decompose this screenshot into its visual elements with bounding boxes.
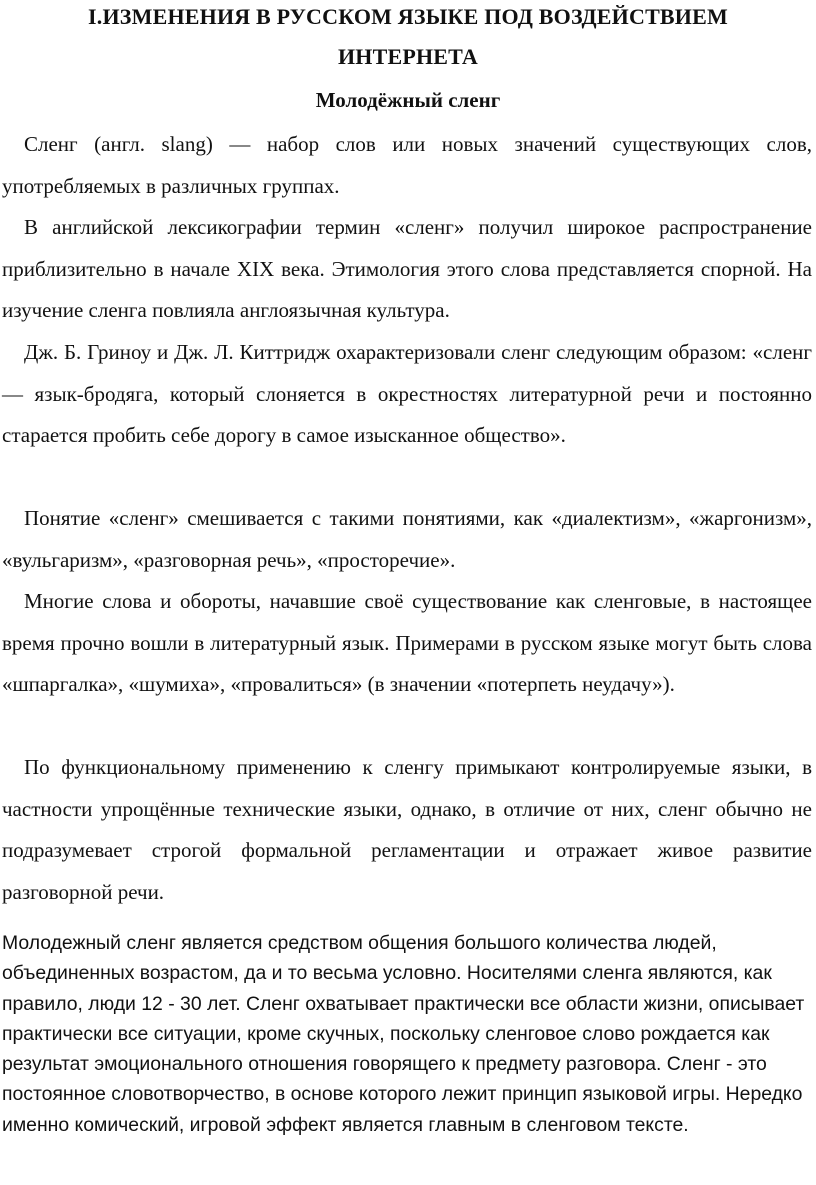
paragraph-5-text: Многие слова и обороты, начавшие своё существование как сленговые, в настоящее время прочно вошли в литературный язык. Примерами в русском языке могут быть слова «шпаргалка», «шумиха», «провалиться» (в значении «потерпеть неудачу»).: [2, 589, 812, 696]
paragraph-3-text: Дж. Б. Гриноу и Дж. Л. Киттридж охарактеризовали сленг следующим образом: «сленг — язык-бродяга, который слоняется в окрестностях литературной речи и постоянно старается пробить себе дорогу в самое изысканное общество».: [2, 340, 812, 447]
document-title-line-2: ИНТЕРНЕТА: [337, 44, 479, 69]
paragraph-6-text: По функциональному применению к сленгу примыкают контролируемые языки, в частности упрощённые технические языки, однако, в отличие от них, сленг обычно не подразумевает строгой формальной регламентации и отражает живое развитие разговорной речи.: [2, 755, 812, 904]
document-title-line-1: I.ИЗМЕНЕНИЯ В РУССКОМ ЯЗЫКЕ ПОД ВОЗДЕЙСТВИЕМ: [88, 4, 728, 29]
paragraph-1: [2, 124, 812, 207]
paragraph-6: [2, 747, 812, 913]
closing-paragraph: Молодежный сленг является средством общения большого количества людей, объединенных возрастом, да и то весьма условно. Носителями сленга являются, как правило, люди 12 - 30 лет. Сленг охватывает практически все области жизни, описывает практически все ситуации, кроме скучных, поскольку сленговое слово рождается как результат эмоционального отношения говорящего к предмету разговора. Сленг - это постоянное словотворчество, в основе которого лежит принцип языковой игры. Нередко именно комический, игровой эффект является главным в сленговом тексте.: [2, 932, 805, 1136]
paragraph-4-text: Понятие «сленг» смешивается с такими понятиями, как «диалектизм», «жаргонизм», «вульгаризм», «разговорная речь», «просторечие».: [2, 506, 812, 572]
paragraph-2-text: В английской лексикографии термин «сленг» получил широкое распространение приблизительно в начале XIX века. Этимология этого слова представляется спорной. На изучение сленга повлияла англоязычная культура.: [2, 215, 812, 322]
paragraph-5: [2, 581, 812, 706]
paragraph-1-text: Сленг (англ. slang) — набор слов или новых значений существующих слов, употребляемых в различных группах.: [2, 132, 812, 198]
paragraph-3: [2, 332, 812, 457]
paragraph-4: [2, 498, 812, 581]
section-subtitle: Молодёжный сленг: [315, 88, 501, 112]
paragraph-2: [2, 207, 812, 332]
